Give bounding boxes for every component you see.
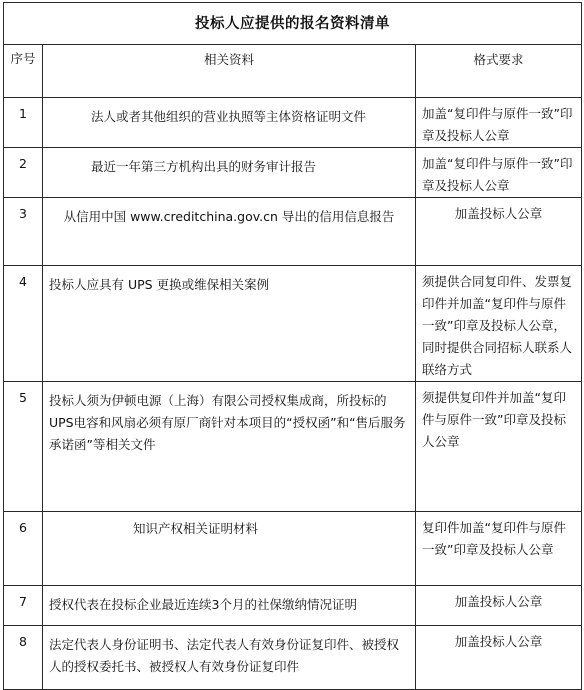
row-material: 最近一年第三方机构出具的财务审计报告	[43, 148, 416, 198]
table-row	[4, 98, 582, 148]
row-material: 投标人应具有 UPS 更换或维保相关案例	[43, 266, 416, 382]
table-row	[4, 198, 582, 266]
row-format: 加盖投标人公章	[416, 198, 582, 266]
row-number: 1	[4, 98, 43, 148]
registration-materials-table	[3, 2, 582, 690]
row-format: 须提供合同复印件、发票复印件并加盖“复印件与原件一致”印章及投标人公章，同时提供合同招标人联系人联络方式	[416, 266, 582, 382]
table-title: 投标人应提供的报名资料清单	[4, 3, 582, 45]
row-format: 复印件加盖“复印件与原件一致”印章及投标人公章	[416, 512, 582, 586]
row-material: 投标人须为伊顿电源（上海）有限公司授权集成商，所投标的UPS电容和风扇必须有原厂商针对本项目的“授权函”和“售后服务承诺函”等相关文件	[43, 382, 416, 512]
row-number: 4	[4, 266, 43, 382]
row-material: 法定代表人身份证明书、法定代表人有效身份证复印件、被授权人的授权委托书、被授权人有效身份证复印件	[43, 626, 416, 690]
row-material: 法人或者其他组织的营业执照等主体资格证明文件	[43, 98, 416, 148]
row-format: 加盖“复印件与原件一致”印章及投标人公章	[416, 98, 582, 148]
row-format: 加盖投标人公章	[416, 626, 582, 690]
row-material: 从信用中国 www.creditchina.gov.cn 导出的信用信息报告	[43, 198, 416, 266]
row-format: 加盖投标人公章	[416, 586, 582, 626]
title-row	[4, 3, 582, 45]
row-material: 授权代表在投标企业最近连续3个月的社保缴纳情况证明	[43, 586, 416, 626]
row-format: 须提供复印件并加盖“复印件与原件一致”印章及投标人公章	[416, 382, 582, 512]
row-number: 7	[4, 586, 43, 626]
header-materials: 相关资料	[43, 45, 416, 98]
row-number: 8	[4, 626, 43, 690]
table-row	[4, 382, 582, 512]
header-row	[4, 45, 582, 98]
row-number: 6	[4, 512, 43, 586]
row-format: 加盖“复印件与原件一致”印章及投标人公章	[416, 148, 582, 198]
table-row	[4, 626, 582, 690]
table-row	[4, 512, 582, 586]
row-number: 2	[4, 148, 43, 198]
row-number: 3	[4, 198, 43, 266]
header-number: 序号	[4, 45, 43, 98]
table-row	[4, 266, 582, 382]
table-row	[4, 586, 582, 626]
row-material: 知识产权相关证明材料	[43, 512, 416, 586]
table-row	[4, 148, 582, 198]
header-format: 格式要求	[416, 45, 582, 98]
row-number: 5	[4, 382, 43, 512]
